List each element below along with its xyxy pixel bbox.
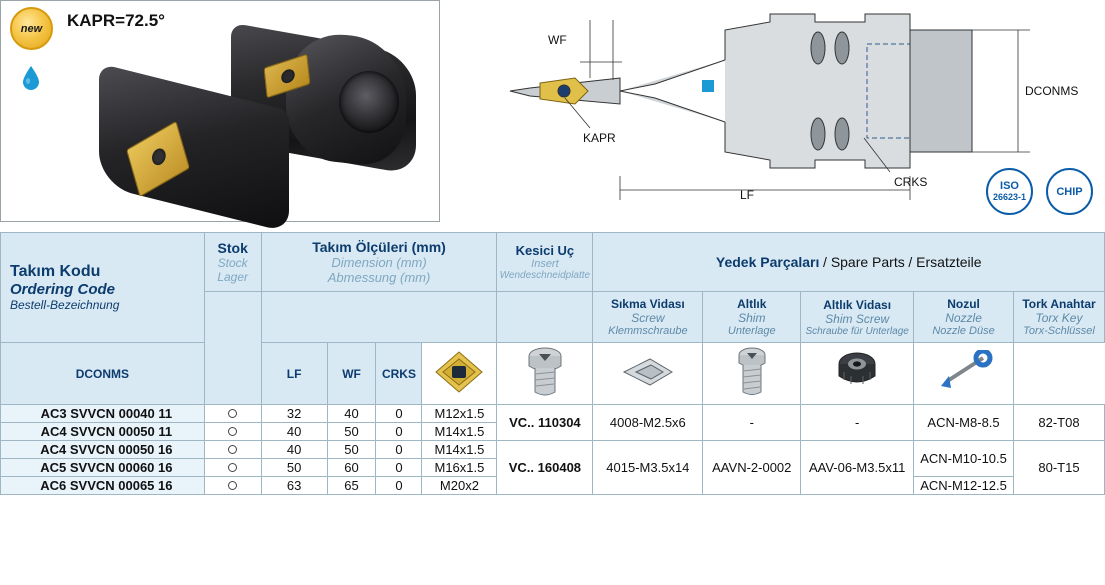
kapr-angle-label: KAPR=72.5° xyxy=(67,11,165,30)
insert-en: Insert xyxy=(531,258,559,270)
shim-header xyxy=(703,292,801,343)
top-illustrations xyxy=(0,0,1105,232)
stock-spacer xyxy=(204,292,261,405)
screw-de: Klemmschraube xyxy=(608,325,688,337)
table-header-row-3 xyxy=(1,343,1105,405)
row-dconms: 63 xyxy=(261,477,327,495)
spare-sep-2: / xyxy=(908,254,917,270)
row-dconms: 40 xyxy=(261,441,327,459)
row-dconms: 50 xyxy=(261,459,327,477)
iso-standard-badge xyxy=(986,168,1033,215)
row-insert: VC.. 160408 xyxy=(497,441,593,495)
spare-parts-header xyxy=(593,233,1105,292)
shim-screw-icon xyxy=(732,346,772,398)
insert-icon xyxy=(432,349,486,395)
table-row[interactable] xyxy=(1,405,1105,423)
shim-en: Shim xyxy=(738,311,766,325)
new-badge-label: new xyxy=(20,22,43,35)
torx-header xyxy=(1014,292,1105,343)
shim-tr: Altlık xyxy=(737,297,767,311)
row-code[interactable]: AC3 SVVCN 00040 11 xyxy=(1,405,205,423)
ordering-code-header xyxy=(1,233,205,343)
screw-header xyxy=(593,292,703,343)
stock-tr: Stok xyxy=(217,240,248,256)
dimension-tr: Takım Ölçüleri (mm) xyxy=(312,239,446,255)
screw-icon xyxy=(523,346,567,398)
spare-tr: Yedek Parçaları xyxy=(715,254,820,270)
row-nozzle: ACN-M12-12.5 xyxy=(914,477,1014,495)
nozzle-en: Nozzle xyxy=(945,311,982,325)
shim-de: Unterlage xyxy=(727,325,776,337)
row-stock xyxy=(204,405,261,423)
row-shim: - xyxy=(703,405,801,441)
insert-header xyxy=(497,233,593,292)
torx-de: Torx-Schlüssel xyxy=(1023,325,1095,337)
title-en: Ordering Code xyxy=(10,281,116,298)
row-shim-screw: - xyxy=(801,405,914,441)
title-tr: Takım Kodu xyxy=(10,263,101,280)
row-wf: 0 xyxy=(376,405,422,423)
row-crks: M16x1.5 xyxy=(422,459,497,477)
label-dconms: DCONMS xyxy=(1025,84,1079,98)
insert-de: Wendeschneidplatte xyxy=(499,270,591,281)
torx-en: Torx Key xyxy=(1035,311,1083,325)
row-nozzle: ACN-M10-10.5 xyxy=(914,441,1014,477)
chip-badge-label: CHIP xyxy=(1056,185,1083,198)
nozzle-header xyxy=(914,292,1014,343)
row-stock xyxy=(204,459,261,477)
row-shim: AAVN-2-0002 xyxy=(703,441,801,495)
torx-icon-cell xyxy=(914,343,1014,405)
dimension-de: Abmessung (mm) xyxy=(327,270,431,285)
shim-icon-cell xyxy=(593,343,703,405)
row-screw: 4008-M2.5x6 xyxy=(593,405,703,441)
row-stock xyxy=(204,423,261,441)
label-crks: CRKS xyxy=(894,175,928,189)
nozzle-icon xyxy=(831,350,883,394)
iso-badge-line1: ISO xyxy=(1000,179,1019,192)
insert-tr: Kesici Uç xyxy=(515,243,575,258)
row-lf: 50 xyxy=(327,423,376,441)
col-crks: CRKS xyxy=(376,343,422,405)
row-code[interactable]: AC6 SVVCN 00065 16 xyxy=(1,477,205,495)
screw-icon-cell xyxy=(497,343,593,405)
row-crks: M20x2 xyxy=(422,477,497,495)
row-lf: 50 xyxy=(327,441,376,459)
shim-screw-header xyxy=(801,292,914,343)
spare-en: Spare Parts xyxy=(830,254,905,270)
row-lf: 65 xyxy=(327,477,376,495)
torx-tr: Tork Anahtar xyxy=(1022,297,1096,311)
row-wf: 0 xyxy=(376,477,422,495)
row-torx: 80-T15 xyxy=(1014,441,1105,495)
product-table xyxy=(0,232,1105,495)
dimension-en: Dimension (mm) xyxy=(331,255,427,270)
screw-tr: Sıkma Vidası xyxy=(610,297,685,311)
dimension-header xyxy=(261,233,497,292)
row-insert: VC.. 110304 xyxy=(497,405,593,441)
row-wf: 0 xyxy=(376,459,422,477)
shim-screw-tr: Altlık Vidası xyxy=(823,297,892,312)
row-stock xyxy=(204,477,261,495)
row-wf: 0 xyxy=(376,441,422,459)
chip-badge xyxy=(1046,168,1093,215)
dimension-spacer xyxy=(261,292,497,343)
title-de: Bestell-Bezeichnung xyxy=(10,298,120,312)
row-crks: M14x1.5 xyxy=(422,441,497,459)
stock-de: Lager xyxy=(217,270,249,284)
row-nozzle: ACN-M8-8.5 xyxy=(914,405,1014,441)
row-torx: 82-T08 xyxy=(1014,405,1105,441)
shim-screw-de: Schraube für Unterlage xyxy=(805,325,909,337)
row-code[interactable]: AC4 SVVCN 00050 16 xyxy=(1,441,205,459)
row-wf: 0 xyxy=(376,423,422,441)
new-badge xyxy=(10,7,53,50)
nozzle-icon-cell xyxy=(801,343,914,405)
table-row[interactable] xyxy=(1,441,1105,459)
iso-badge-line2: 26623-1 xyxy=(992,191,1027,202)
shim-icon xyxy=(620,355,676,389)
tool-photo-panel xyxy=(0,0,440,222)
shim-screw-icon-cell xyxy=(703,343,801,405)
turning-tool-photo xyxy=(81,27,411,212)
row-crks: M14x1.5 xyxy=(422,423,497,441)
screw-en: Screw xyxy=(631,311,665,325)
spare-de: Ersatzteile xyxy=(916,254,982,270)
stock-en: Stock xyxy=(217,256,248,270)
insert-icon-cell xyxy=(422,343,497,405)
insert-spacer xyxy=(497,292,593,343)
nozzle-tr: Nozul xyxy=(947,297,980,311)
col-lf: LF xyxy=(261,343,327,405)
row-dconms: 40 xyxy=(261,423,327,441)
row-lf: 40 xyxy=(327,405,376,423)
row-shim-screw: AAV-06-M3.5x11 xyxy=(801,441,914,495)
coolant-drop-icon xyxy=(21,65,41,91)
row-dconms: 32 xyxy=(261,405,327,423)
row-stock xyxy=(204,441,261,459)
table-header-row-1 xyxy=(1,233,1105,292)
label-lf: LF xyxy=(740,188,755,202)
spare-sep-1: / xyxy=(823,254,831,270)
col-dconms: DCONMS xyxy=(1,343,205,405)
label-kapr: KAPR xyxy=(583,131,616,145)
shim-screw-en: Shim Screw xyxy=(825,311,890,326)
col-wf: WF xyxy=(327,343,376,405)
row-code[interactable]: AC5 SVVCN 00060 16 xyxy=(1,459,205,477)
nozzle-de: Nozzle Düse xyxy=(932,325,995,337)
row-screw: 4015-M3.5x14 xyxy=(593,441,703,495)
label-wf: WF xyxy=(548,33,567,47)
row-lf: 60 xyxy=(327,459,376,477)
row-crks: M12x1.5 xyxy=(422,405,497,423)
stock-header xyxy=(204,233,261,292)
torx-key-icon xyxy=(933,350,995,394)
row-code[interactable]: AC4 SVVCN 00050 11 xyxy=(1,423,205,441)
